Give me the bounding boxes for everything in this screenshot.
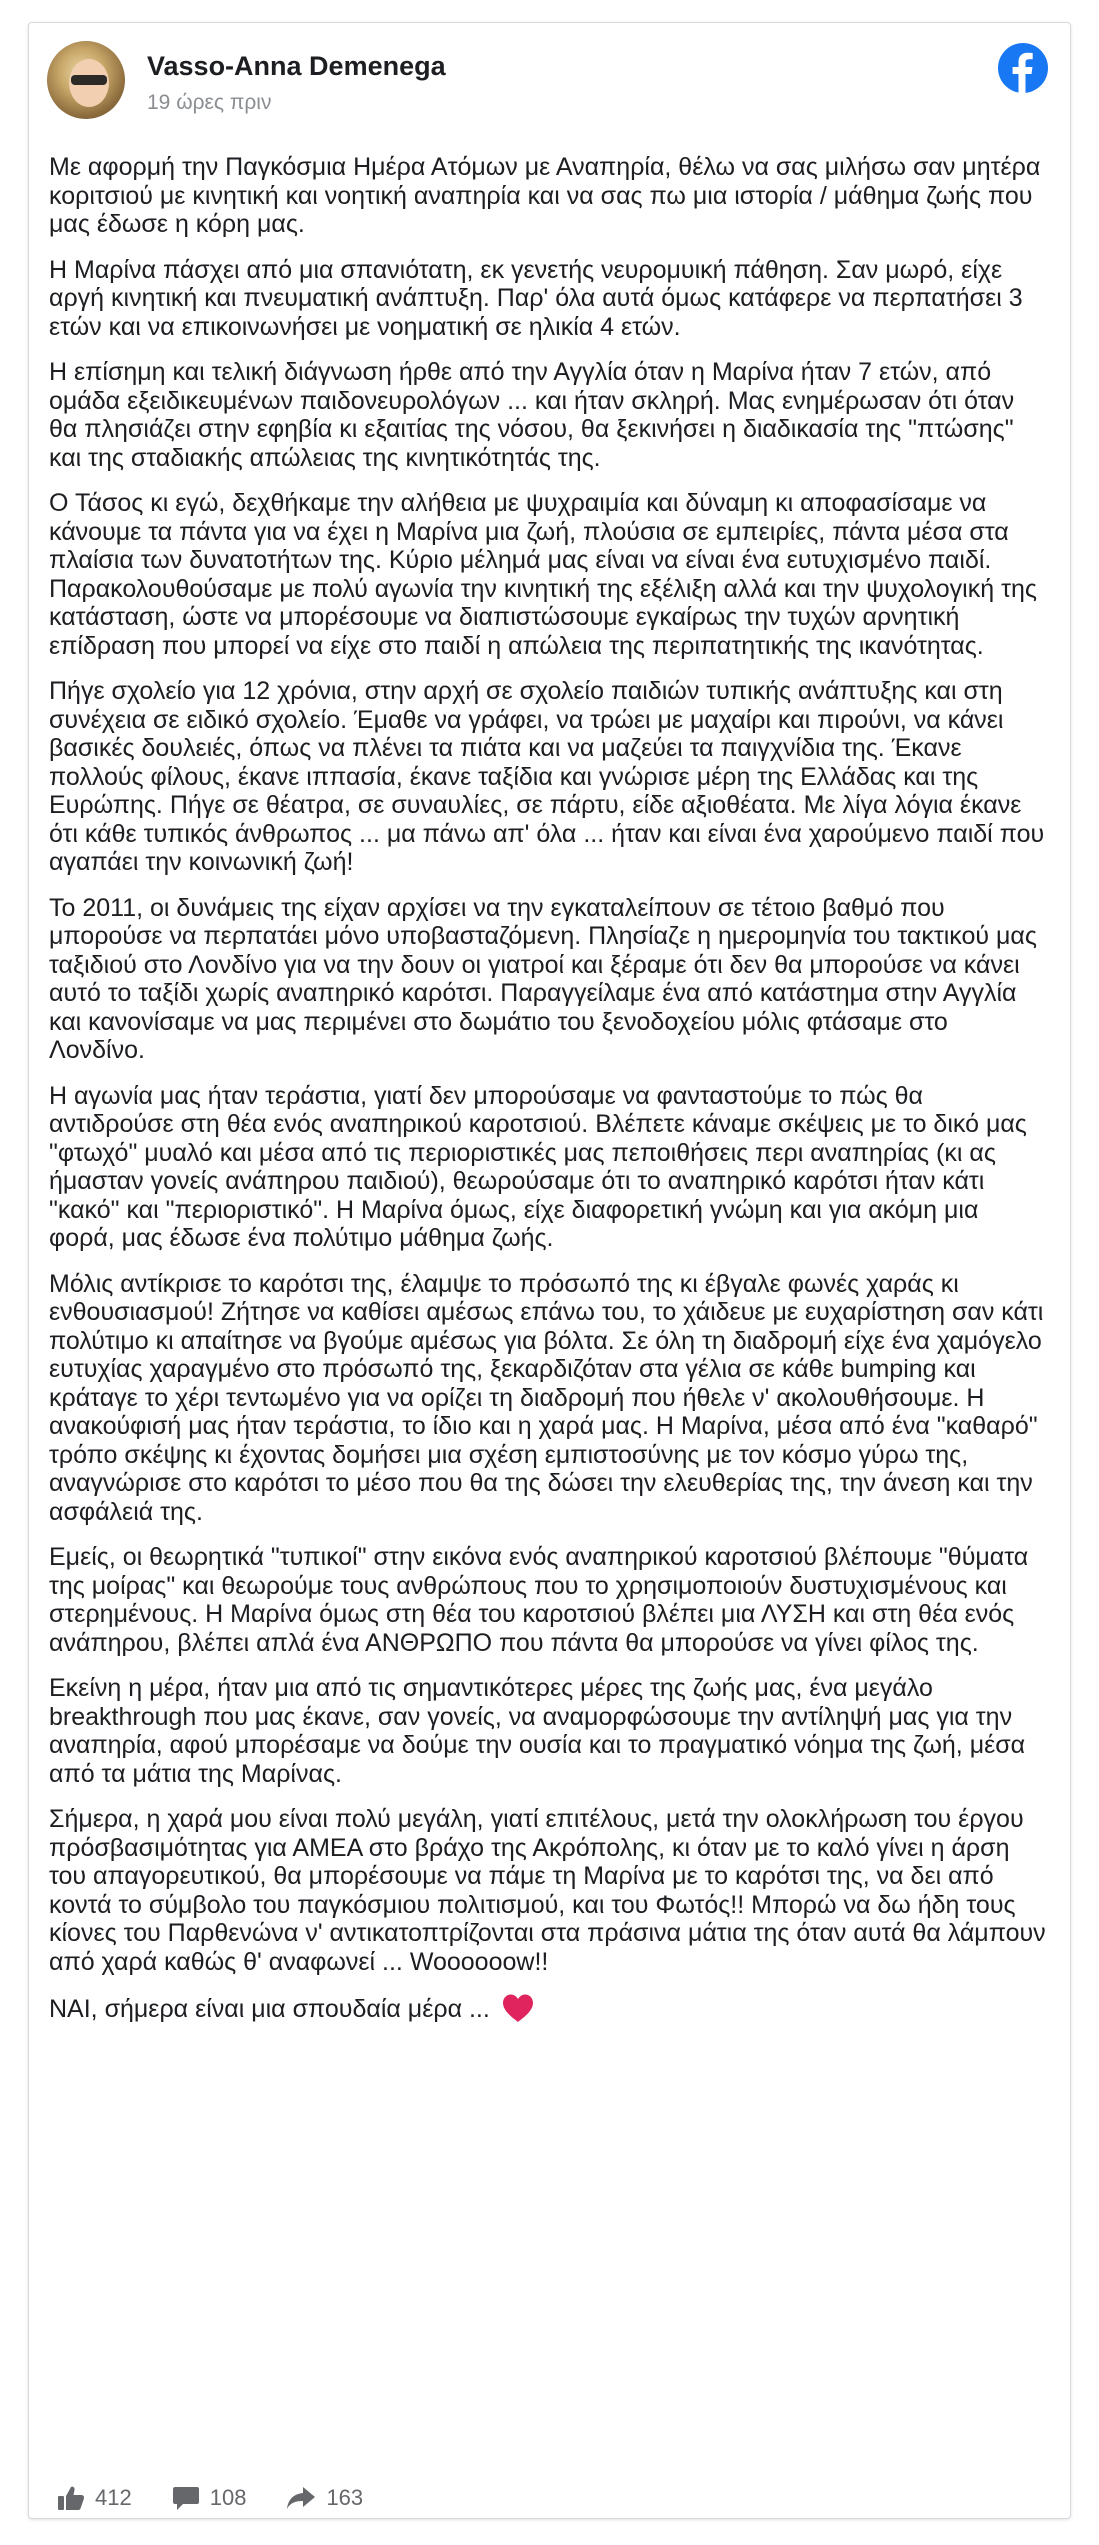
post-timestamp[interactable]: 19 ώρες πριν bbox=[147, 91, 272, 114]
post-text bbox=[49, 153, 1049, 2041]
author-name[interactable]: Vasso-Anna Demenega bbox=[147, 51, 446, 81]
post-paragraph: Μόλις αντίκρισε το καρότσι της, έλαμψε το πρόσωπό της κι έβγαλε φωνές χαράς κι ενθουσιασμού! Ζήτησε να καθίσει αμέσως επάνω του, το χάιδευε με ευχαρίστηση σαν κάτι πολύτιμο κι απαίτησε να βγούμε αμέσως για βόλτα. Σε όλη τη διαδρομή είχε ένα χαμόγελο ευτυχίας χαραγμένο στο πρόσωπό της, ξεκαρδιζόταν στα γέλια σε κάθε bumping και κράταγε το χέρι τεντωμένο για να ορίζει τη διαδρομή που ήθελε ν' ακολουθήσουμε. Η ανακούφισή μας ήταν τεράστια, το ίδιο και η χαρά μας. Η Μαρίνα, μέσα από ένα "καθαρό" τρόπο σκέψης κι έχοντας δομήσει μια σχέση εμπιστοσύνης με τον κόσμο γύρω της, αναγνώρισε στο καρότσι το μέσο που θα της δώσει την ελευθερίας της, την άνεση και την ασφάλειά της. bbox=[49, 1269, 1044, 1526]
post-paragraph: Η αγωνία μας ήταν τεράστια, γιατί δεν μπορούσαμε να φανταστούμε το πώς θα αντιδρούσε στη θέα ενός αναπηρικού καροτσιού. Βλέπετε κάναμε σκέψεις με το δικό μας "φτωχό" μυαλό και μέσα από τις περιοριστικές μας πεποιθήσεις περι αναπηρίας (κι ας ήμασταν γονείς ανάπηρου παιδιού), θεωρούσαμε ότι το αναπηρικό καρότσι ήταν κάτι "κακό" και "περιοριστικό". Η Μαρίνα όμως, είχε διαφορετική γνώμη και για ακόμη μια φορά, μας έδωσε ένα πολύτιμο μάθημα ζωής. bbox=[49, 1081, 1027, 1252]
facebook-post-card bbox=[28, 22, 1071, 2519]
author-avatar[interactable] bbox=[47, 41, 125, 119]
likes-stat[interactable] bbox=[57, 2485, 132, 2511]
post-paragraph: Η Μαρίνα πάσχει από μια σπανιότατη, εκ γενετής νευρομυική πάθηση. Σαν μωρό, είχε αργή κινητική και πνευματική ανάπτυξη. Παρ' όλα αυτά όμως κατάφερε να περπατήσει 3 ετών και να επικοινωνήσει με νοηματική σε ηλικία 4 ετών. bbox=[49, 255, 1023, 341]
post-paragraph: Η επίσημη και τελική διάγνωση ήρθε από την Αγγλία όταν η Μαρίνα ήταν 7 ετών, από ομάδα εξειδικευμένων παιδονευρολόγων ... και ήταν σκληρή. Μας ενημέρωσαν ότι όταν θα πλησιάζει στην εφηβία κι εξαιτίας της νόσου, θα ξεκινήσει η διαδικασία της "πτώσης" και της σταδιακής απώλειας της κινητικότητάς της. bbox=[49, 358, 1015, 472]
post-paragraph: Με αφορμή την Παγκόσμια Ημέρα Ατόμων με Αναπηρία, θέλω να σας μιλήσω σαν μητέρα κοριτσιού με κινητική και νοητική αναπηρία και να σας πω μια ιστορία / μάθημα ζωής που μας έδωσε η κόρη μας. bbox=[49, 153, 1041, 238]
post-paragraph: Εκείνη η μέρα, ήταν μια από τις σημαντικότερες μέρες της ζωής μας, ένα μεγάλο breakthrough που μας έκανε, σαν γονείς, να αναμορφώσουμε την αντίληψή μας για την αναπηρία, αφού μπορέσαμε να δούμε την ουσία και το πραγματικό νόημα της ζωή, μέσα από τα μάτια της Μαρίνας. bbox=[49, 1674, 1026, 1788]
comments-count: 108 bbox=[209, 2485, 247, 2510]
shares-count: 163 bbox=[326, 2485, 364, 2510]
post-header bbox=[47, 41, 1052, 131]
post-closing bbox=[49, 1993, 1049, 2024]
comments-stat[interactable] bbox=[172, 2485, 247, 2511]
post-stats-bar bbox=[57, 2478, 403, 2518]
closing-line: ΝΑΙ, σήμερα είναι μια σπουδαία μέρα ... bbox=[49, 1995, 490, 2023]
likes-count: 412 bbox=[95, 2485, 132, 2510]
share-arrow-icon bbox=[286, 2485, 316, 2511]
red-heart-icon bbox=[501, 1993, 535, 2023]
facebook-logo-icon bbox=[998, 43, 1048, 93]
thumbs-up-icon bbox=[57, 2485, 85, 2511]
shares-stat[interactable] bbox=[286, 2485, 363, 2511]
post-paragraph: Ο Τάσος κι εγώ, δεχθήκαμε την αλήθεια με ψυχραιμία και δύναμη κι αποφασίσαμε να κάνουμε τα πάντα για να έχει η Μαρίνα μια ζωή, πλούσια σε εμπειρίες, πάντα μέσα στα πλαίσια των δυνατοτήτων της. Κύριο μέλημά μας είναι να είναι ένα ευτυχισμένο παιδί. Παρακολουθούσαμε με πολύ αγωνία την κινητική της εξέλιξη αλλά και την ψυχολογική της κατάσταση, ώστε να μπορέσουμε να διαπιστώσουμε εγκαίρως την τυχών αρνητική επίδραση που μπορεί να είχε στο παιδί η απώλεια της περιπατητικής της ικανότητας. bbox=[49, 489, 1037, 660]
post-paragraph: Σήμερα, η χαρά μου είναι πολύ μεγάλη, γιατί επιτέλους, μετά την ολοκλήρωση του έργου πρόσβασιμότητας για ΑΜΕΑ στο βράχο της Ακρόπολης, κι όταν με το καλό γίνει η άρση του απαγορευτικού, θα μπορέσουμε να πάμε τη Μαρίνα με το καρότσι της, να δει από κοντά το σύμβολο του παγκόσμιου πολιτισμού, και του Φωτός!! Μπορώ να δω ήδη τους κίονες του Παρθενώνα ν' αντικατοπτρίζονται στα πράσινα μάτια της όταν αυτά θα λάμπουν από χαρά καθώς θ' αναφωνεί ... Woooooow!! bbox=[49, 1805, 1046, 1976]
post-paragraph: Πήγε σχολείο για 12 χρόνια, στην αρχή σε σχολείο παιδιών τυπικής ανάπτυξης και στη συνέχεια σε ειδικό σχολείο. Έμαθε να γράφει, να τρώει με μαχαίρι και πιρούνι, να κάνει βασικές δουλειές, όπως να πλένει τα πιάτα και να μαζεύει τα παιγχνίδια της. Έκανε πολλούς φίλους, έκανε ιππασία, έκανε ταξίδια και γνώρισε μέρη της Ελλάδας και της Ευρώπης. Πήγε σε θέατρα, σε συναυλίες, σε πάρτυ, είδε αξιοθέατα. Με λίγα λόγια έκανε ότι κάθε τυπικός άνθρωπος ... μα πάνω απ' όλα ... ήταν και είναι ένα χαρούμενο παιδί που αγαπάει την κοινωνική ζωή! bbox=[49, 677, 1045, 876]
avatar-sunglasses bbox=[71, 75, 107, 85]
post-paragraph: Εμείς, οι θεωρητικά "τυπικοί" στην εικόνα ενός αναπηρικού καροτσιού βλέπουμε "θύματα της μοίρας" και θεωρούμε τους ανθρώπους που το χρησιμοποιούν δυστυχισμένους και στερημένους. Η Μαρίνα όμως στη θέα του καροτσιού βλέπει μια ΛΥΣΗ και στη θέα ενός ανάπηρου, βλέπει απλά ένα ΑΝΘΡΩΠΟ που πάντα θα μπορούσε να γίνει φίλος της. bbox=[49, 1543, 1029, 1657]
comment-icon bbox=[172, 2485, 200, 2511]
post-paragraph: Το 2011, οι δυνάμεις της είχαν αρχίσει να την εγκαταλείπουν σε τέτοιο βαθμό που μπορούσε να περπατάει μόνο υποβασταζόμενη. Πλησίαζε η ημερομηνία του τακτικού μας ταξιδιού στο Λονδίνο για να την δουν οι γιατροί και ξέραμε ότι δεν θα μπορούσε να κάνει αυτό το ταξίδι χωρίς αναπηρικό καρότσι. Παραγγείλαμε ένα από κατάστημα στην Αγγλία και κανονίσαμε να μας περιμένει στο δωμάτιο του ξενοδοχείου μόλις φτάσαμε στο Λονδίνο. bbox=[49, 893, 1037, 1064]
